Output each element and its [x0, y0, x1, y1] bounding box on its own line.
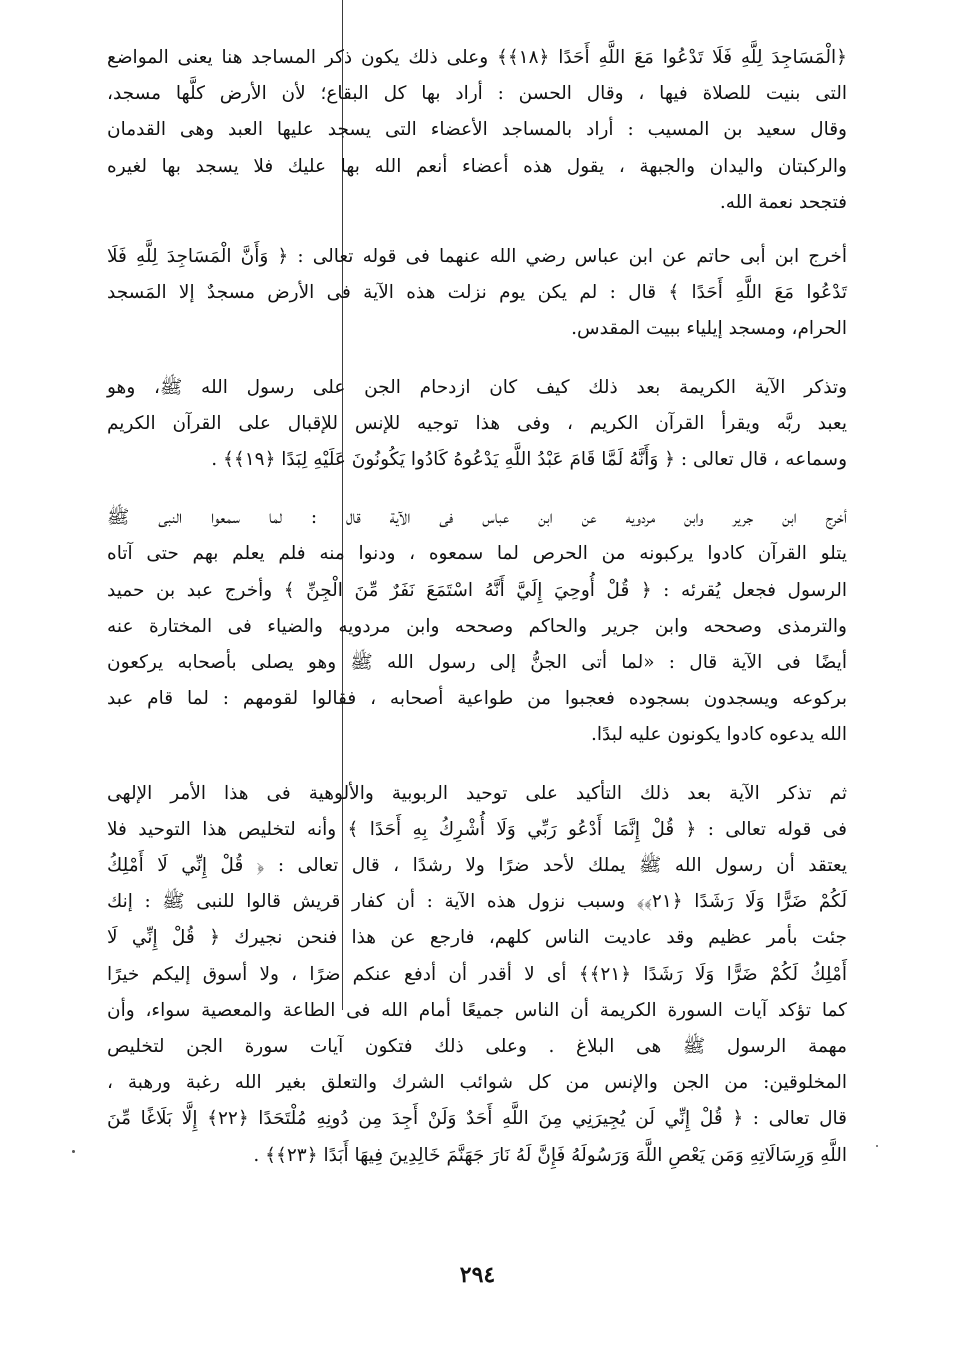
text-line: الحرام، ومسجد إيلياء ببيت المقدس. [571, 318, 847, 340]
text-line: يتلو القرآن كادوا يركبونه من الحرص لما سمعوه ، ودنوا منه فلم يعلم بهم حتى آتاه [107, 543, 847, 565]
paragraph-1 [107, 40, 847, 221]
text-line: وسماعه ، قال تعالى : ﴿ وَأَنَّهُ لَمَّا قَامَ عَبْدُ اللَّهِ يَدْعُوهُ كَادُوا يَكُونُونَ عَلَيْهِ لِبَدًا ﴿١٩﴾﴾ . [211, 449, 847, 471]
text-line: وقال سعيد بن المسيب : أراد بالمساجد الأعضاء التى يسجد عليها العبد وهى القدمان [107, 119, 847, 141]
paragraph-4 [107, 500, 847, 753]
text-line: التى بنيت للصلاة فيها ، وقال الحسن : أراد بها كل البقاع؛ لأن الأرض كلَّها مسجد، [107, 83, 847, 105]
text-line: أخرج ابن أبى حاتم عن ابن عباس رضي الله عنهما فى قوله تعالى : ﴿ وَأَنَّ الْمَسَاجِدَ لِلَّهِ فَلَا [107, 246, 847, 268]
text-line: المخلوقين: من الجن والإنس من كل شوائب الشرك والتعلق بغير الله رغبة ورهبة ، [107, 1072, 847, 1094]
text-line: وتذكر الآية الكريمة بعد ذلك كيف كان ازدحام الجن على رسول الله ﷺ، وهو [107, 376, 847, 398]
text-line: أيضًا فى الآية قال : «لما أتى الجنُّ إلى رسول الله ﷺ وهو يصلى بأصحابه يركعون [107, 652, 847, 674]
text-line: والركبتان واليدان والجبهة ، يقول هذه أعضاء أنعم الله بها عليك فلا يسجد بها لغيره [107, 155, 847, 177]
text-line: الله يدعوه كادوا يكونون عليه لبدًا. [591, 724, 847, 746]
text-line: أخرج ابن جرير وابن مردويه عن ابن عباس فى الآية قال : لما سمعوا النبى ﷺ [107, 507, 847, 529]
text-line: قال تعالى : ﴿ قُلْ إِنِّي لَن يُجِيرَنِي مِنَ اللَّهِ أَحَدٌ وَلَنْ أَجِدَ مِن دُونِهِ مُلْتَحَدًا ﴿٢٢﴾ إِلَّا بَلَاغًا مِّنَ [107, 1108, 847, 1130]
scan-speck [72, 1150, 75, 1153]
text-line: اللَّهِ وَرِسَالَاتِهِ وَمَن يَعْصِ اللَّهَ وَرَسُولَهُ فَإِنَّ لَهُ نَارَ جَهَنَّمَ خَالِدِينَ فِيهَا أَبَدًا ﴿٢٣﴾﴾ . [253, 1144, 847, 1166]
text-line: الرسول فجعل يُقرئه : ﴿ قُلْ أُوحِيَ إِلَيَّ أَنَّهُ اسْتَمَعَ نَفَرٌ مِّنَ الْجِنِّ ﴾ وأخرج عبد بن حميد [107, 579, 847, 601]
text-line: ثم تذكر الآية بعد ذلك التأكيد على توحيد الربوبية والألوهية فى هذا الأمر الإلهى [107, 782, 847, 804]
text-line: ﴿الْمَسَاجِدَ لِلَّهِ فَلَا تَدْعُوا مَعَ اللَّهِ أَحَدًا ﴿١٨﴾﴾ وعلى ذلك يكون ذكر المساجد هنا يعنى المواضع [107, 47, 847, 68]
text-line: جئت بأمر عظيم وقد عاديت الناس كلهم، فارجع عن هذا فنحن نجيرك ﴿ قُلْ إِنِّي لَا [107, 927, 847, 949]
body-text [107, 40, 847, 1174]
text-line: يعبد ربَّه ويقرأ القرآن الكريم ، وفى هذا توجيه للإنس للإقبال على القرآن الكريم [107, 412, 847, 434]
paragraph-2 [107, 239, 847, 348]
scan-speck [876, 1145, 878, 1147]
text-line: أَمْلِكُ لَكُمْ ضَرًّا وَلَا رَشَدًا ﴿٢١﴾﴾ أى لا أقدر أن أدفع عنكم ضرًا ، ولا أسوق إليكم خيرًا [107, 963, 848, 985]
text-line: فتجحد نعمة الله. [719, 191, 847, 213]
text-line: لَكُمْ ضَرًّا وَلَا رَشَدًا ﴿٢١﴾﴾ وسبب نزول هذه الآية : أن كفار قريش قالوا للنبى ﷺ : إنك [107, 891, 847, 913]
page-number: ٢٩٤ [459, 1262, 496, 1288]
text-line: يعتقد أن رسول الله ﷺ يملك لأحد ضرًا ولا رشدًا ، قال تعالى : ﴿ قُلْ إِنِّي لَا أَمْلِكُ [107, 855, 847, 877]
text-line: مهمة الرسول ﷺ هى البلاغ . وعلى ذلك فتكون آيات سورة الجن لتخليص [107, 1036, 847, 1058]
paragraph-3 [107, 370, 847, 479]
text-line: كما تؤكد آيات السورة الكريمة أن الناس جميعًا أمام الله فى الطاعة والمعصية سواء، وأن [107, 999, 847, 1021]
paragraph-5 [107, 776, 847, 1174]
text-line: بركوعه ويسجدون بسجوده فعجبوا من طواعية أصحابه ، فقالوا لقومهم : لما قام عبد [107, 688, 847, 710]
text-line: تَدْعُوا مَعَ اللَّهِ أَحَدًا ﴾ قال : لم يكن يوم نزلت هذه الآية فى الأرض مسجدٌ إلا المَسجد [107, 282, 847, 304]
text-line: فى قوله تعالى : ﴿ قُلْ إِنَّمَا أَدْعُو رَبِّي وَلَا أُشْرِكُ بِهِ أَحَدًا ﴾ وأنه لتخليص هذا التوحيد فلا [107, 818, 847, 840]
text-line: والترمذى وصححه وابن جرير والحاكم وصححه وابن مردويه والضياء فى المختارة عنه [107, 615, 847, 637]
